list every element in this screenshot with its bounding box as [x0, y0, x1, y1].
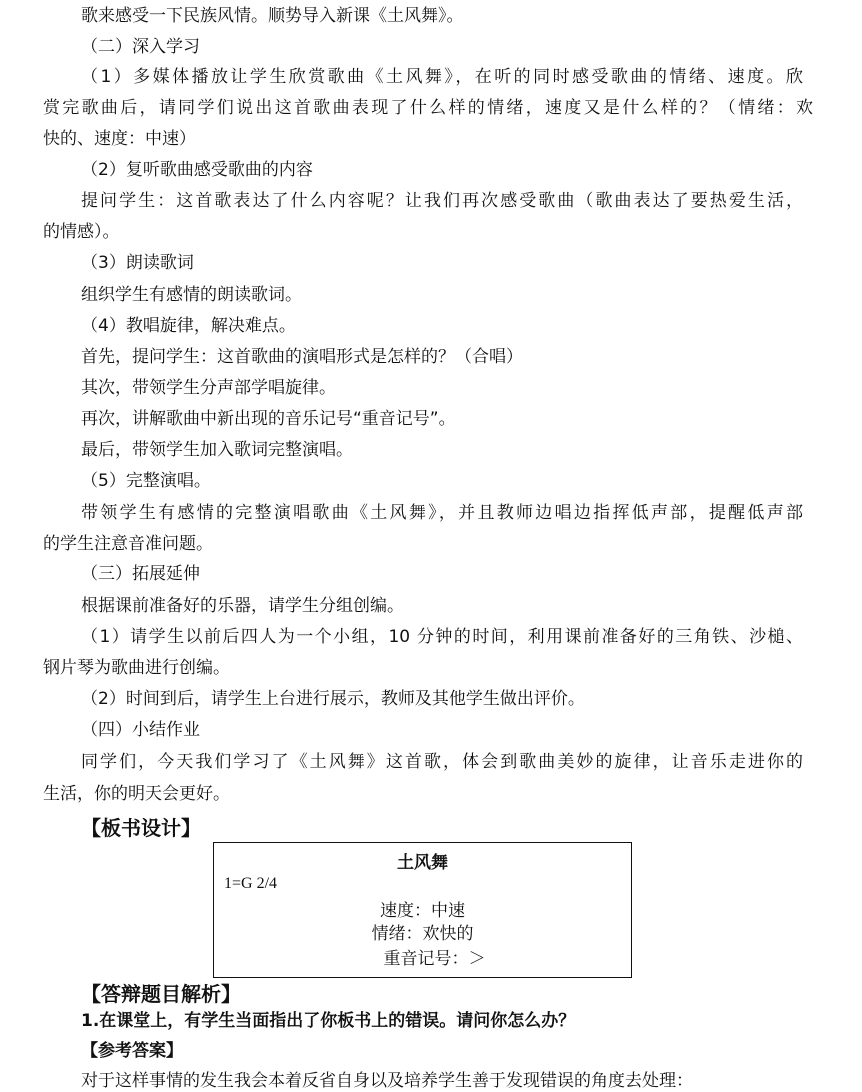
reference-answer-heading: 【参考答案】 [81, 1041, 183, 1061]
question-text: 1.在课堂上，有学生当面指出了你板书上的错误。请问你怎么办？ [81, 1011, 576, 1031]
section-heading: （三）拓展延伸 [81, 564, 200, 584]
section-heading: （二）深入学习 [81, 37, 200, 57]
paragraph-line: 快的、速度：中速） [43, 129, 196, 149]
paragraph-line: 根据课前准备好的乐器，请学生分组创编。 [81, 596, 404, 616]
defense-heading: 【答辩题目解析】 [81, 982, 241, 1006]
paragraph-line: 带领学生有感情的完整演唱歌曲《土风舞》，并且教师边唱边指挥低声部，提醒低声部 [81, 503, 803, 523]
answer-line: 对于这样事情的发生我会本着反省自身以及培养学生善于发现错误的角度去处理： [81, 1071, 693, 1091]
paragraph-line: 歌来感受一下民族风情。顺势导入新课《土风舞》。 [81, 6, 464, 26]
paragraph-line: （2）时间到后，请学生上台进行展示，教师及其他学生做出评价。 [81, 689, 585, 709]
paragraph-line: 生活，你的明天会更好。 [43, 784, 230, 804]
board-title: 土风舞 [397, 853, 448, 873]
blackboard-design-box [213, 842, 632, 978]
board-key-signature: 1=G 2/4 [224, 875, 278, 892]
paragraph-line: 钢片琴为歌曲进行创编。 [43, 658, 230, 678]
section-heading: （四）小结作业 [81, 720, 200, 740]
paragraph-line: 再次，讲解歌曲中新出现的音乐记号“重音记号”。 [81, 409, 456, 429]
paragraph-line: （1）请学生以前后四人为一个小组，10 分钟的时间，利用课前准备好的三角铁、沙槌、 [81, 627, 803, 647]
section-heading: （2）复听歌曲感受歌曲的内容 [81, 160, 313, 180]
paragraph-line: （1）多媒体播放让学生欣赏歌曲《土风舞》，在听的同时感受歌曲的情绪、速度。欣 [81, 67, 803, 87]
paragraph-line: 组织学生有感情的朗读歌词。 [81, 285, 302, 305]
paragraph-line: 同学们，今天我们学习了《土风舞》这首歌，体会到歌曲美妙的旋律，让音乐走进你的 [81, 752, 803, 772]
paragraph-line: 首先，提问学生：这首歌曲的演唱形式是怎样的？（合唱） [81, 347, 523, 367]
board-mood: 情绪：欢快的 [371, 924, 474, 944]
paragraph-line: 的学生注意音准问题。 [43, 534, 213, 554]
paragraph-line: 赏完歌曲后，请同学们说出这首歌曲表现了什么样的情绪，速度又是什么样的？（情绪：欢 [43, 98, 813, 118]
section-heading: （5）完整演唱。 [81, 471, 211, 491]
paragraph-line: 其次，带领学生分声部学唱旋律。 [81, 378, 336, 398]
section-heading: （3）朗读歌词 [81, 253, 194, 273]
paragraph-line: 最后，带领学生加入歌词完整演唱。 [81, 440, 353, 460]
paragraph-line: 提问学生：这首歌表达了什么内容呢？让我们再次感受歌曲（歌曲表达了要热爱生活， [81, 191, 803, 211]
board-design-heading: 【板书设计】 [81, 816, 201, 840]
board-speed: 速度：中速 [380, 901, 465, 921]
section-heading: （4）教唱旋律，解决难点。 [81, 316, 296, 336]
board-accent-mark: 重音记号：＞ [383, 949, 486, 969]
paragraph-line: 的情感）。 [43, 222, 120, 242]
